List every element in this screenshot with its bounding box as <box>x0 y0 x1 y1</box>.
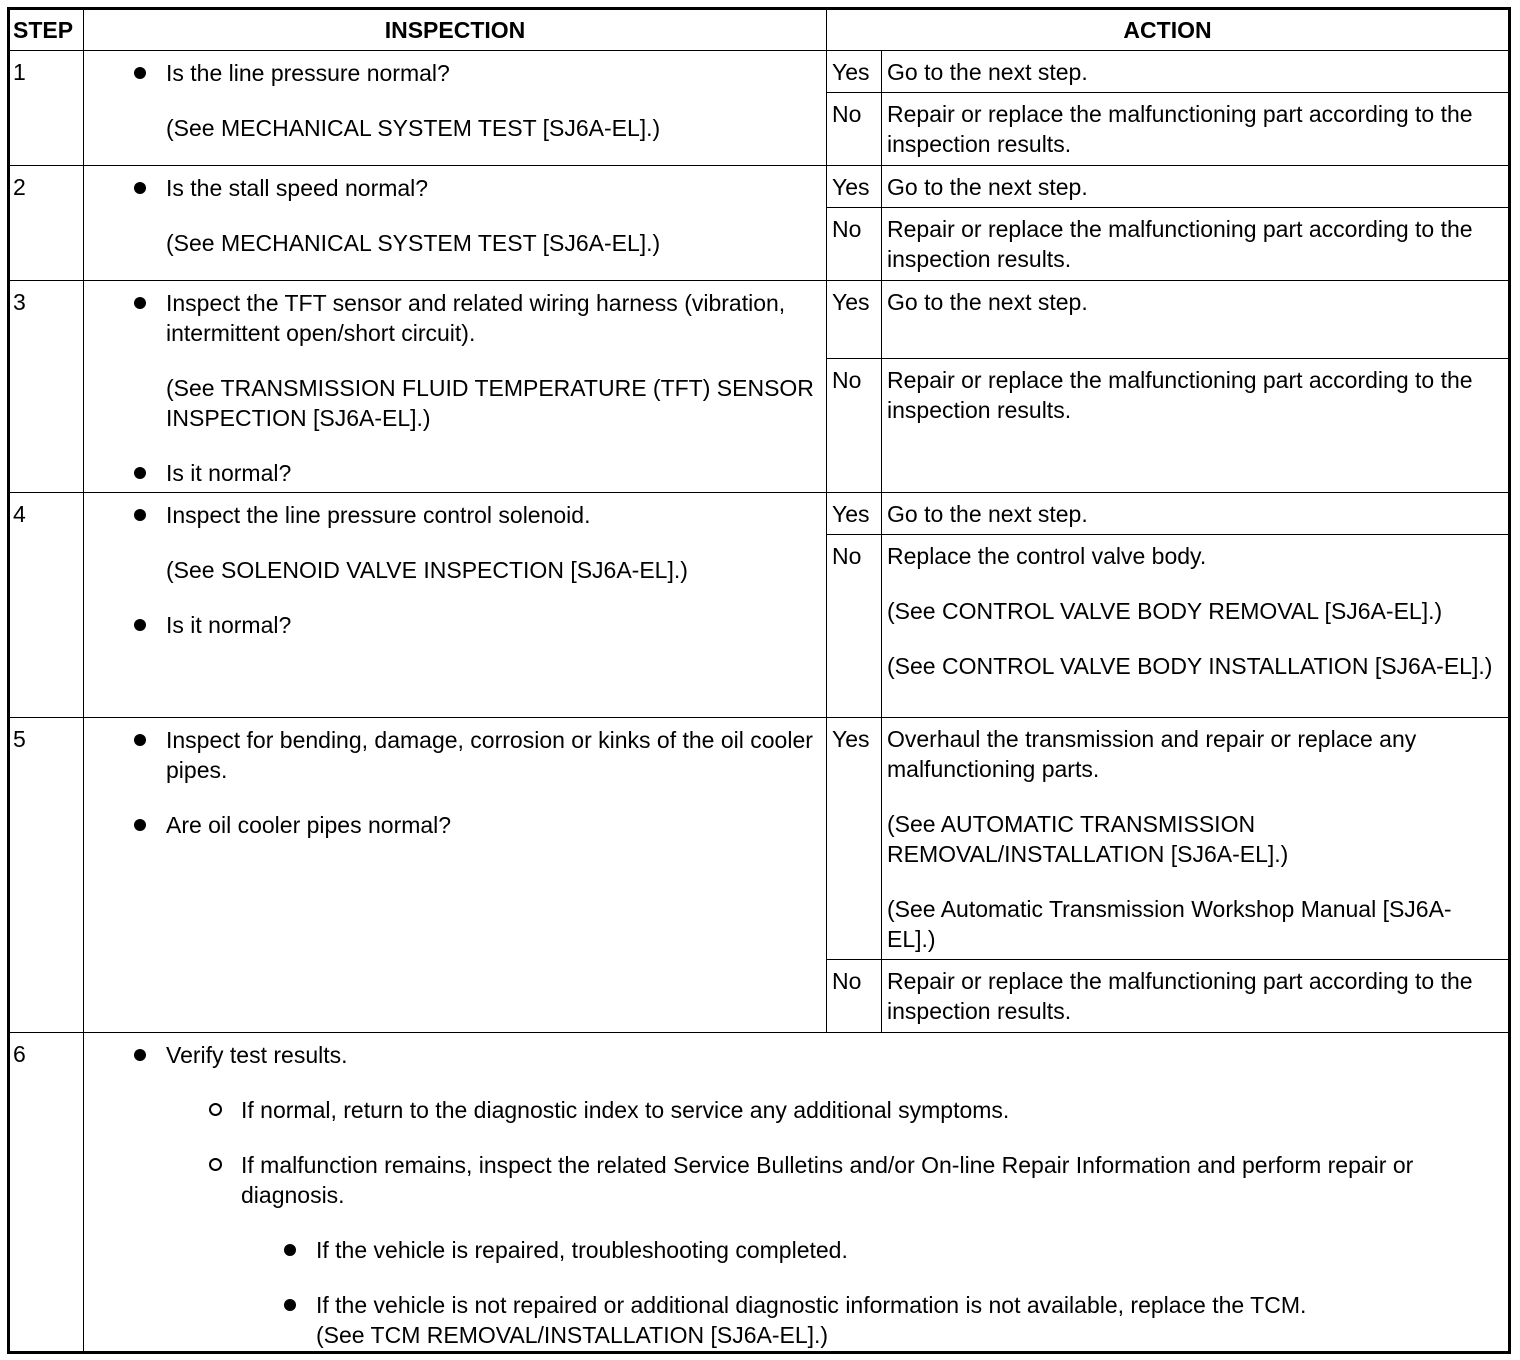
no-label: No <box>827 359 882 493</box>
step-4-row <box>9 493 1510 535</box>
inspection-cell <box>84 51 827 166</box>
step-1-row <box>9 51 1510 93</box>
step-3-row <box>9 281 1510 359</box>
if-not-repaired-item <box>284 1290 1498 1350</box>
no-action: Repair or replace the malfunctioning part according to the inspection results. <box>882 208 1510 281</box>
inspection-header: INSPECTION <box>84 9 827 51</box>
inspection-question: Inspect for bending, damage, corrosion or kinks of the oil cooler pipes. <box>134 725 816 785</box>
inspection-cell <box>84 281 827 493</box>
yes-action: Overhaul the transmission and repair or replace any malfunctioning parts. <box>887 726 1417 782</box>
yes-label: Yes <box>827 51 882 93</box>
inspection-reference: (See MECHANICAL SYSTEM TEST [SJ6A-EL].) <box>166 115 661 141</box>
if-malfunction-item: If malfunction remains, inspect the related Service Bulletins and/or On-line Repair Information and perform repair or diagnosis. <box>209 1150 1498 1210</box>
inspection-question-2: Are oil cooler pipes normal? <box>134 810 816 840</box>
step-6-row <box>9 1033 1510 1353</box>
yes-action: Go to the next step. <box>882 493 1510 535</box>
yes-action: Go to the next step. <box>882 51 1510 93</box>
if-repaired-item: If the vehicle is repaired, troubleshooting completed. <box>284 1235 1498 1265</box>
inspection-reference: (See MECHANICAL SYSTEM TEST [SJ6A-EL].) <box>166 230 661 256</box>
inspection-question: Is the stall speed normal? <box>134 173 816 203</box>
no-label: No <box>827 535 882 718</box>
step-number: 2 <box>9 166 84 281</box>
no-action-reference-2: (See CONTROL VALVE BODY INSTALLATION [SJ6A-EL].) <box>887 653 1493 679</box>
no-label: No <box>827 93 882 166</box>
step-2-row <box>9 166 1510 208</box>
step-number: 3 <box>9 281 84 493</box>
verify-results: Verify test results. <box>134 1040 1498 1070</box>
if-not-repaired-text: If the vehicle is not repaired or additional diagnostic information is not available, replace the TCM. <box>316 1292 1307 1318</box>
inspection-question-2: Is it normal? <box>134 458 816 488</box>
inspection-reference: (See SOLENOID VALVE INSPECTION [SJ6A-EL].) <box>166 557 688 583</box>
yes-action-reference-2: (See Automatic Transmission Workshop Manual [SJ6A-EL].) <box>887 896 1452 952</box>
step-5-row <box>9 718 1510 960</box>
yes-label: Yes <box>827 166 882 208</box>
inspection-question-2: Is it normal? <box>134 610 816 640</box>
yes-action: Go to the next step. <box>882 281 1510 359</box>
no-label: No <box>827 208 882 281</box>
inspection-question: Inspect the line pressure control solenoid. <box>134 500 816 530</box>
verify-cell <box>84 1033 1510 1353</box>
step-header: STEP <box>9 9 84 51</box>
action-header: ACTION <box>827 9 1510 51</box>
yes-action-reference-1: (See AUTOMATIC TRANSMISSION REMOVAL/INSTALLATION [SJ6A-EL].) <box>887 811 1289 867</box>
no-action: Replace the control valve body. <box>887 543 1207 569</box>
inspection-cell <box>84 718 827 1033</box>
no-action-cell <box>882 535 1510 718</box>
no-action: Repair or replace the malfunctioning part according to the inspection results. <box>882 960 1510 1033</box>
step-number: 4 <box>9 493 84 718</box>
yes-label: Yes <box>827 718 882 960</box>
inspection-question: Is the line pressure normal? <box>134 58 816 88</box>
step-number: 5 <box>9 718 84 1033</box>
inspection-cell <box>84 166 827 281</box>
diagnostic-table <box>7 7 1511 1354</box>
no-action-reference-1: (See CONTROL VALVE BODY REMOVAL [SJ6A-EL].) <box>887 598 1443 624</box>
no-action: Repair or replace the malfunctioning part according to the inspection results. <box>882 359 1510 493</box>
inspection-reference: (See TRANSMISSION FLUID TEMPERATURE (TFT) SENSOR INSPECTION [SJ6A-EL].) <box>166 375 814 431</box>
yes-action: Go to the next step. <box>882 166 1510 208</box>
step-number: 6 <box>9 1033 84 1353</box>
yes-action-cell <box>882 718 1510 960</box>
header-row <box>9 9 1510 51</box>
step-number: 1 <box>9 51 84 166</box>
no-action: Repair or replace the malfunctioning part according to the inspection results. <box>882 93 1510 166</box>
inspection-question: Inspect the TFT sensor and related wiring harness (vibration, intermittent open/short circuit). <box>134 288 816 348</box>
if-normal-item: If normal, return to the diagnostic index to service any additional symptoms. <box>209 1095 1498 1125</box>
inspection-cell <box>84 493 827 718</box>
yes-label: Yes <box>827 493 882 535</box>
tcm-reference: (See TCM REMOVAL/INSTALLATION [SJ6A-EL].) <box>316 1322 829 1348</box>
no-label: No <box>827 960 882 1033</box>
yes-label: Yes <box>827 281 882 359</box>
